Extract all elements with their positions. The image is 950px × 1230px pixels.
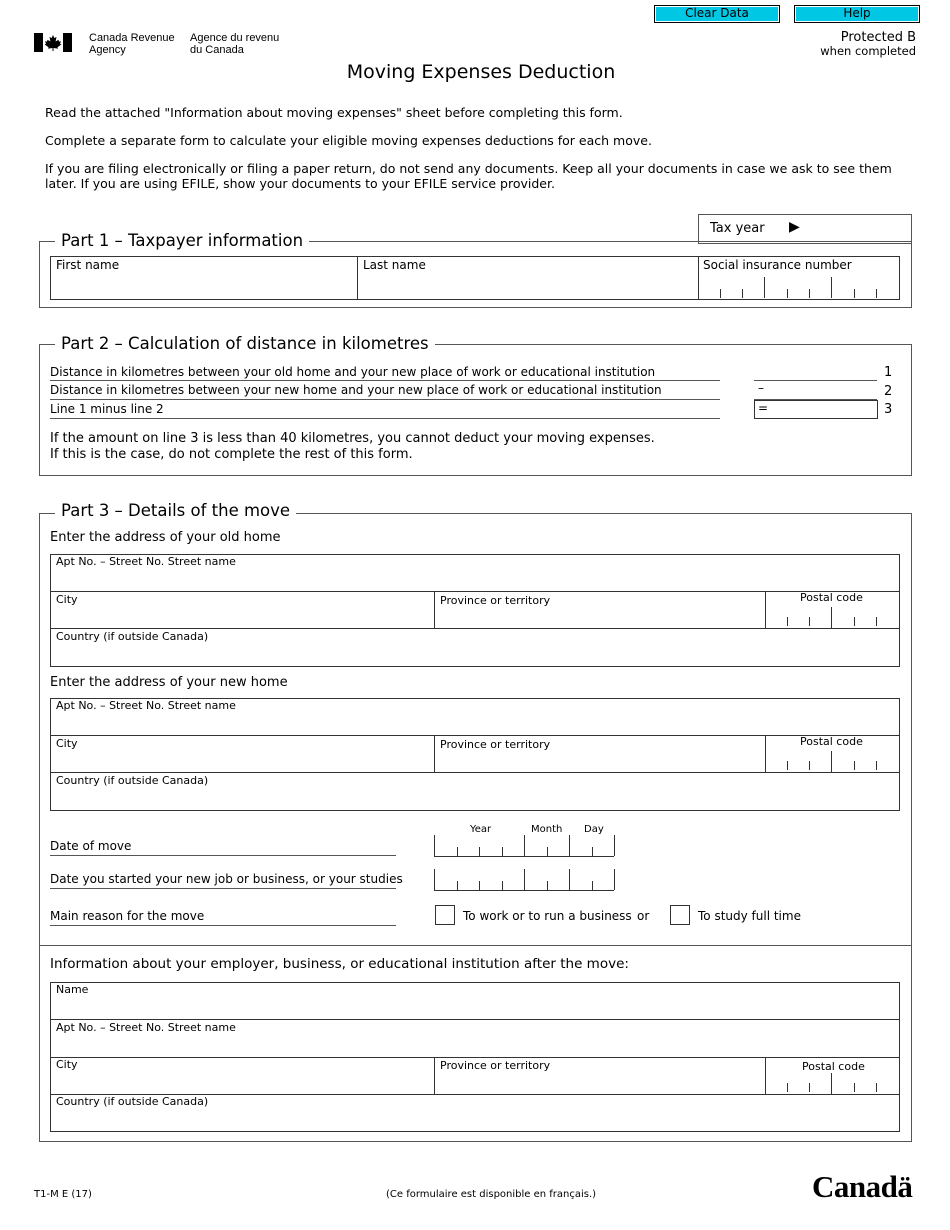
new-street-label: Apt No. – Street No. Street name (56, 699, 236, 712)
employer-postal-label: Postal code (802, 1060, 865, 1073)
part2-note-1: If the amount on line 3 is less than 40 kilometres, you cannot deduct your moving expenses. (50, 431, 655, 446)
part2-note-2: If this is the case, do not complete the rest of this form. (50, 447, 413, 462)
old-city-input[interactable] (56, 609, 432, 625)
new-street-input[interactable] (56, 715, 895, 731)
old-street-label: Apt No. – Street No. Street name (56, 555, 236, 568)
line-3-number: 3 (884, 402, 893, 417)
tax-year-input[interactable] (811, 220, 910, 236)
part1-title: Part 1 – Taxpayer information (55, 231, 309, 250)
tax-year-box (698, 214, 912, 244)
new-city-input[interactable] (56, 753, 432, 769)
old-city-label: City (56, 593, 78, 606)
date-started-input[interactable] (438, 872, 614, 888)
french-availability-note: (Ce formulaire est disponible en français.) (386, 1189, 597, 1200)
new-postal-input[interactable] (770, 753, 899, 769)
new-home-heading: Enter the address of your new home (50, 675, 288, 690)
old-country-label: Country (if outside Canada) (56, 630, 209, 643)
line-1-label: Distance in kilometres between your old home and your new place of work or educational institution (50, 365, 656, 379)
line-1-input[interactable] (758, 364, 877, 380)
tax-year-label: Tax year (710, 221, 765, 236)
canada-wordmark: Canadä (812, 1169, 913, 1204)
employer-province-input[interactable] (440, 1074, 764, 1090)
first-name-label: First name (56, 258, 120, 272)
old-home-heading: Enter the address of your old home (50, 530, 281, 545)
intro-text-2: Complete a separate form to calculate your eligible moving expenses deductions for each move. (45, 133, 652, 148)
first-name-input[interactable] (56, 276, 355, 292)
canada-flag-icon (34, 33, 72, 52)
employer-city-label: City (56, 1058, 78, 1071)
old-country-input[interactable] (56, 646, 895, 662)
line-3-operator: = (758, 401, 769, 415)
sin-label: Social insurance number (703, 258, 852, 272)
employer-street-label: Apt No. – Street No. Street name (56, 1021, 236, 1034)
old-province-label: Province or territory (440, 594, 551, 607)
new-country-label: Country (if outside Canada) (56, 774, 209, 787)
work-option-label: To work or to run a business (463, 909, 632, 923)
date-started-label: Date you started your new job or business, or your studies (50, 872, 403, 886)
employer-street-input[interactable] (56, 1037, 895, 1053)
line-3-input[interactable] (770, 401, 877, 417)
employer-city-input[interactable] (56, 1074, 432, 1090)
line-3-label: Line 1 minus line 2 (50, 402, 164, 416)
employer-country-input[interactable] (56, 1111, 895, 1127)
or-label: or (637, 909, 650, 923)
line-2-operator: – (758, 381, 764, 395)
date-of-move-input[interactable] (438, 838, 614, 854)
old-province-input[interactable] (440, 609, 764, 625)
intro-text-1: Read the attached "Information about moving expenses" sheet before completing this form. (45, 105, 623, 120)
new-city-label: City (56, 737, 78, 750)
year-header: Year (470, 824, 492, 835)
day-header: Day (584, 824, 604, 835)
new-province-label: Province or territory (440, 738, 551, 751)
employer-name-label: Name (56, 983, 89, 996)
line-2-label: Distance in kilometres between your new home and your new place of work or educational institution (50, 383, 662, 397)
arrow-right-icon: ▶ (789, 219, 800, 235)
old-postal-label: Postal code (800, 591, 863, 604)
page-title: Moving Expenses Deduction (346, 61, 616, 83)
line-2-number: 2 (884, 384, 893, 399)
new-postal-label: Postal code (800, 735, 863, 748)
line-1-number: 1 (884, 365, 893, 380)
main-reason-label: Main reason for the move (50, 909, 205, 923)
old-street-input[interactable] (56, 571, 895, 587)
new-country-input[interactable] (56, 790, 895, 806)
agency-name-fr: Agence du revenu du Canada (190, 32, 280, 56)
help-button[interactable]: Help (794, 5, 920, 23)
part2-title: Part 2 – Calculation of distance in kilometres (55, 334, 435, 353)
sin-input[interactable] (703, 276, 897, 292)
agency-name-en: Canada Revenue Agency (89, 32, 175, 56)
last-name-input[interactable] (363, 276, 697, 292)
date-of-move-label: Date of move (50, 839, 132, 853)
new-province-input[interactable] (440, 753, 764, 769)
employer-province-label: Province or territory (440, 1059, 551, 1072)
month-header: Month (531, 824, 563, 835)
employer-name-input[interactable] (56, 999, 895, 1015)
protected-notice: Protected B when completed (820, 30, 916, 58)
part3-title: Part 3 – Details of the move (55, 501, 296, 520)
line-2-input[interactable] (770, 383, 877, 399)
form-id: T1-M E (17) (34, 1189, 92, 1200)
study-checkbox[interactable] (670, 905, 690, 925)
intro-text-4: later. If you are using EFILE, show your documents to your EFILE service provider. (45, 176, 555, 191)
old-postal-input[interactable] (770, 609, 899, 625)
employer-postal-input[interactable] (770, 1075, 899, 1091)
intro-text-3: If you are filing electronically or filing a paper return, do not send any documents. Keep all your documents in case we ask to see them (45, 161, 892, 176)
last-name-label: Last name (363, 258, 426, 272)
clear-data-button[interactable]: Clear Data (654, 5, 780, 23)
employer-heading: Information about your employer, business, or educational institution after the move: (50, 956, 629, 972)
work-checkbox[interactable] (435, 905, 455, 925)
employer-country-label: Country (if outside Canada) (56, 1095, 209, 1108)
study-option-label: To study full time (698, 909, 801, 923)
